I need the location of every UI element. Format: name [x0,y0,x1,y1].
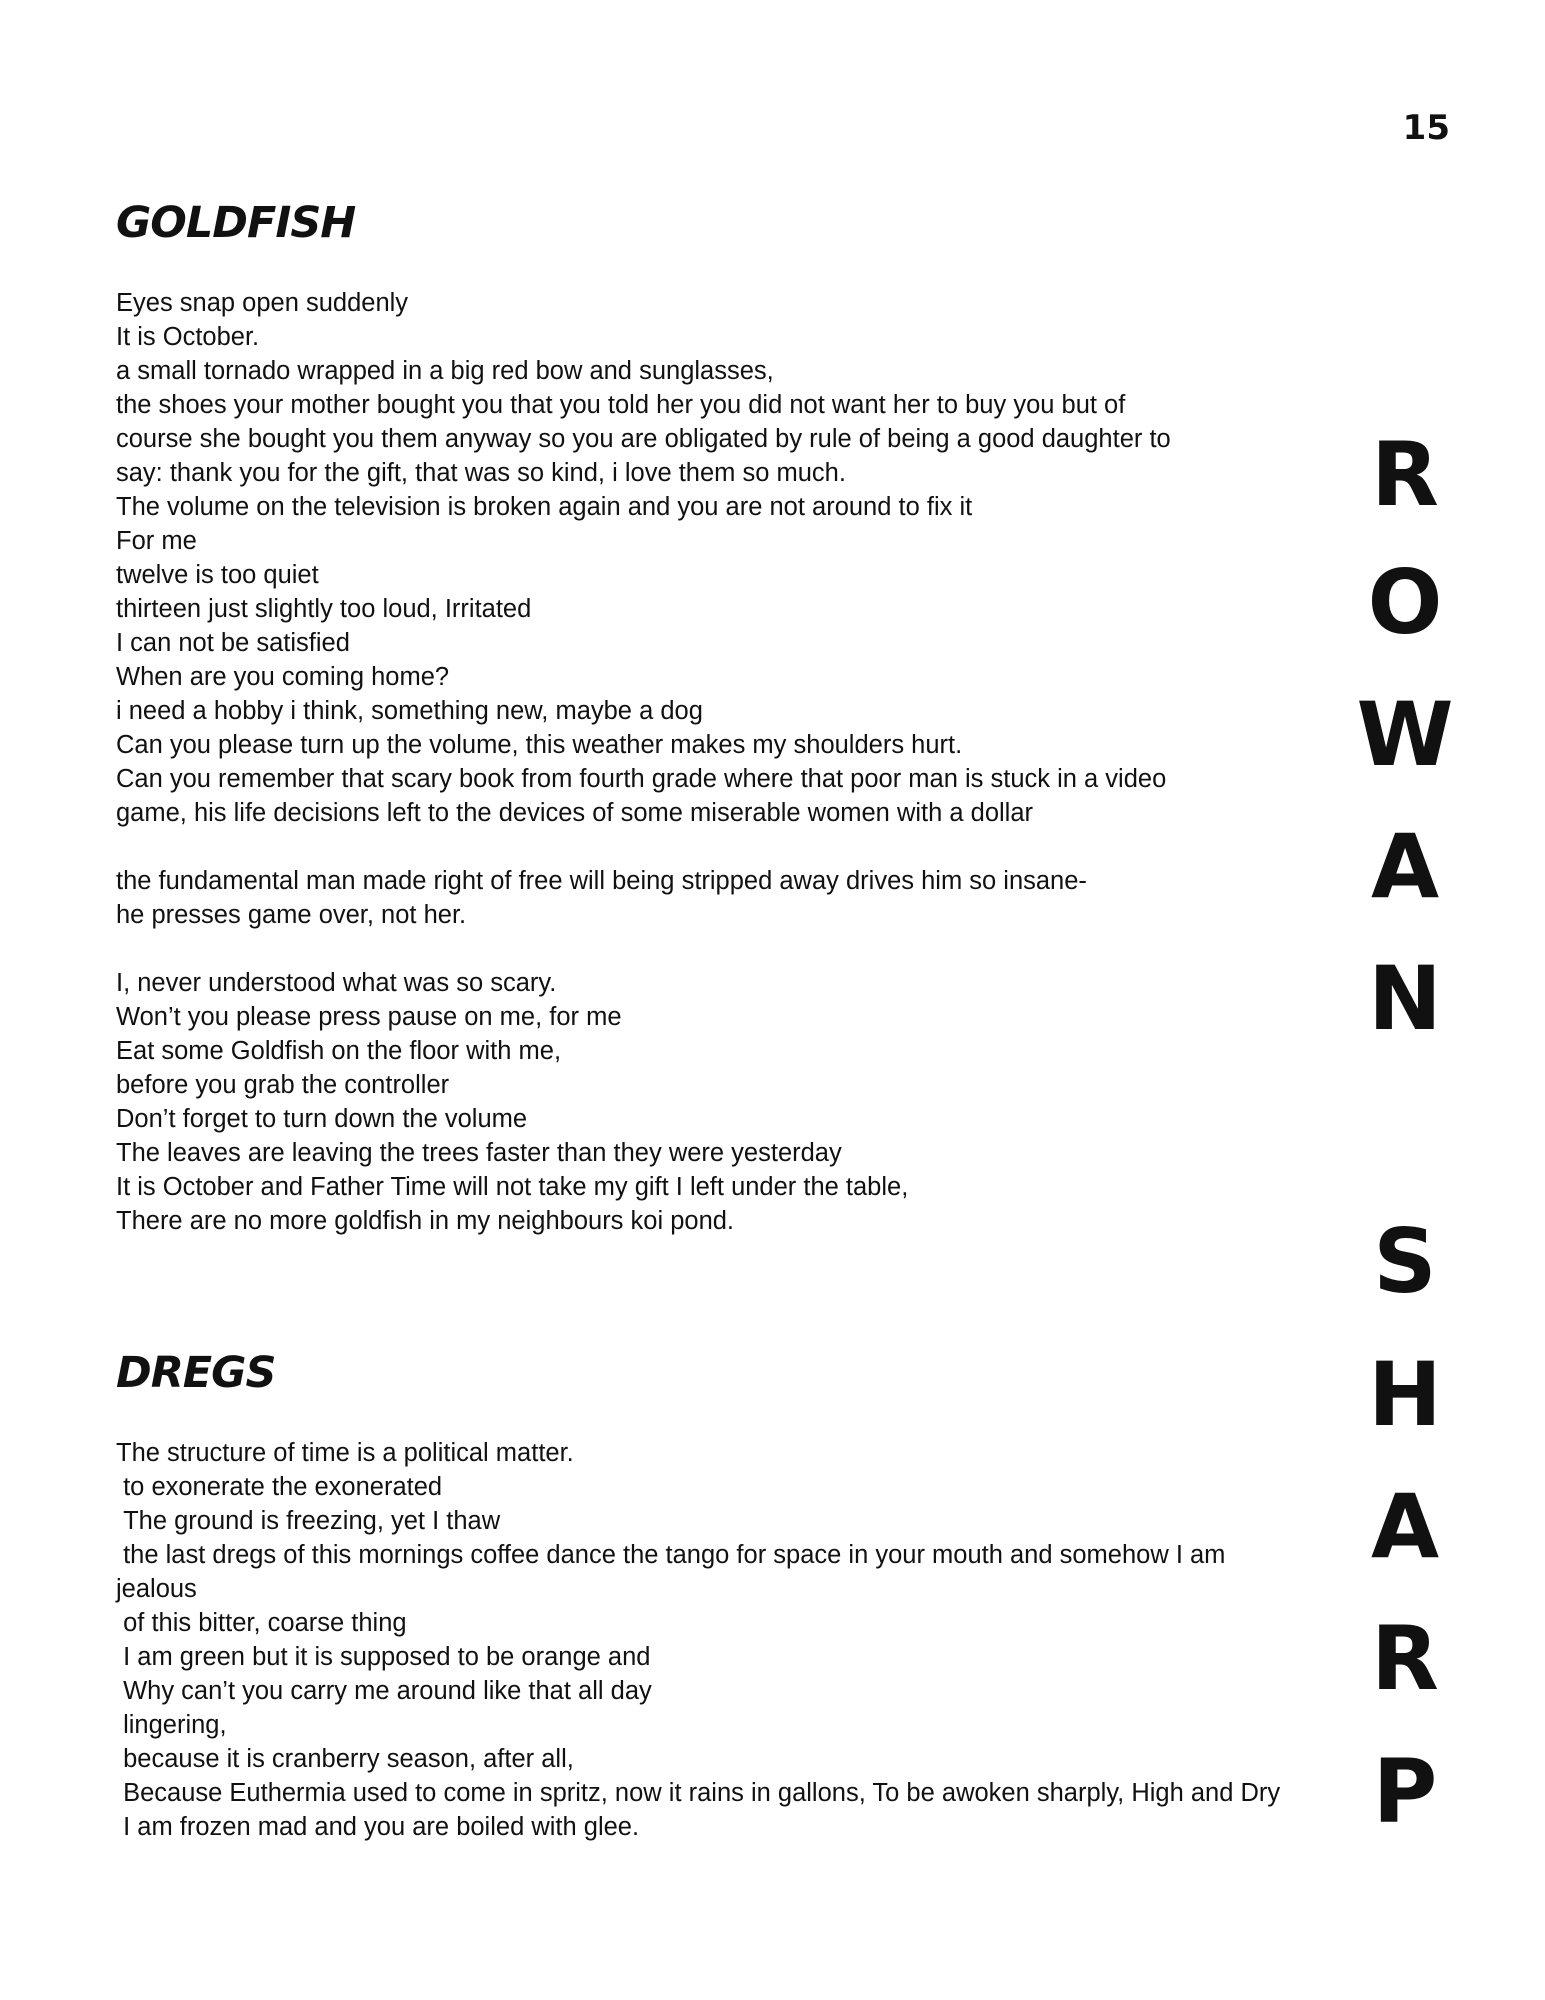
poem-line: Eyes snap open suddenly [116,289,409,317]
poem-line: the last dregs of this mornings coffee dance the tango for space in your mouth and somehow I am [116,1541,1226,1569]
poem-line: Can you remember that scary book from fourth grade where that poor man is stuck in a video [116,765,1167,793]
poem-line: game, his life decisions left to the devices of some miserable women with a dollar [116,799,1034,827]
poem-line: Why can’t you carry me around like that all day [116,1677,652,1705]
poem-line [116,830,1316,864]
author-letter: W [1356,683,1454,786]
poem-body [116,286,1316,1238]
poem-dregs [116,1348,1316,1844]
author-letter: N [1368,947,1442,1050]
poem-line: I, never understood what was so scary. [116,969,557,997]
poem-line: It is October and Father Time will not take my gift I left under the table, [116,1173,909,1201]
poem-title: DREGS [116,1348,276,1398]
poem-line: to exonerate the exonerated [116,1473,443,1501]
poem-line: thirteen just slightly too loud, Irritated [116,595,532,623]
poem-line: Because Euthermia used to come in spritz, now it rains in gallons, To be awoken sharply, High and Dry [116,1779,1281,1807]
poem-line: The leaves are leaving the trees faster than they were yesterday [116,1139,842,1167]
poem-line: the shoes your mother bought you that you told her you did not want her to buy you but of [116,391,1126,419]
poem-line: It is October. [116,323,260,351]
author-letter: S [1373,1210,1437,1313]
poem-title: GOLDFISH [116,198,356,248]
poem-line: because it is cranberry season, after all, [116,1745,574,1773]
author-letter: H [1368,1343,1442,1446]
poem-line: I can not be satisfied [116,629,350,657]
poem-line: Eat some Goldfish on the floor with me, [116,1037,562,1065]
poem-line: I am frozen mad and you are boiled with glee. [116,1813,640,1841]
author-letter: O [1367,551,1443,654]
poem-body [116,1436,1306,1844]
author-letter: A [1370,1475,1440,1578]
poem-line: i need a hobby i think, something new, maybe a dog [116,697,703,725]
poem-line: When are you coming home? [116,663,450,691]
poem-line: I am green but it is supposed to be orange and [116,1643,651,1671]
poem-line: The volume on the television is broken again and you are not around to fix it [116,493,973,521]
poem-line: Can you please turn up the volume, this weather makes my shoulders hurt. [116,731,963,759]
poem-line: he presses game over, not her. [116,901,467,929]
poem-line: the fundamental man made right of free will being stripped away drives him so insane- [116,867,1087,895]
poem-line: course she bought you them anyway so you are obligated by rule of being a good daughter to [116,425,1171,453]
poem-line: For me [116,527,197,555]
poem-line: There are no more goldfish in my neighbours koi pond. [116,1207,735,1235]
poem-line: before you grab the controller [116,1071,450,1099]
poem-line: The ground is freezing, yet I thaw [116,1507,501,1535]
poem-line: lingering, [116,1711,227,1739]
poem-line: of this bitter, coarse thing [116,1609,407,1637]
poem-line: a small tornado wrapped in a big red bow and sunglasses, [116,357,774,385]
poem-goldfish [116,198,1316,1238]
poem-line: Don’t forget to turn down the volume [116,1105,528,1133]
author-letter: R [1371,1607,1439,1710]
author-letter: R [1371,423,1439,526]
poem-line: The structure of time is a political matter. [116,1439,574,1467]
poem-line: Won’t you please press pause on me, for me [116,1003,622,1031]
poem-line: twelve is too quiet [116,561,319,589]
poem-line [116,932,1316,966]
author-letter: P [1372,1740,1438,1843]
author-letter: A [1370,815,1440,918]
poem-line: say: thank you for the gift, that was so kind, i love them so much. [116,459,846,487]
page-number: 15 [1402,108,1450,148]
poem-line: jealous [116,1575,197,1603]
